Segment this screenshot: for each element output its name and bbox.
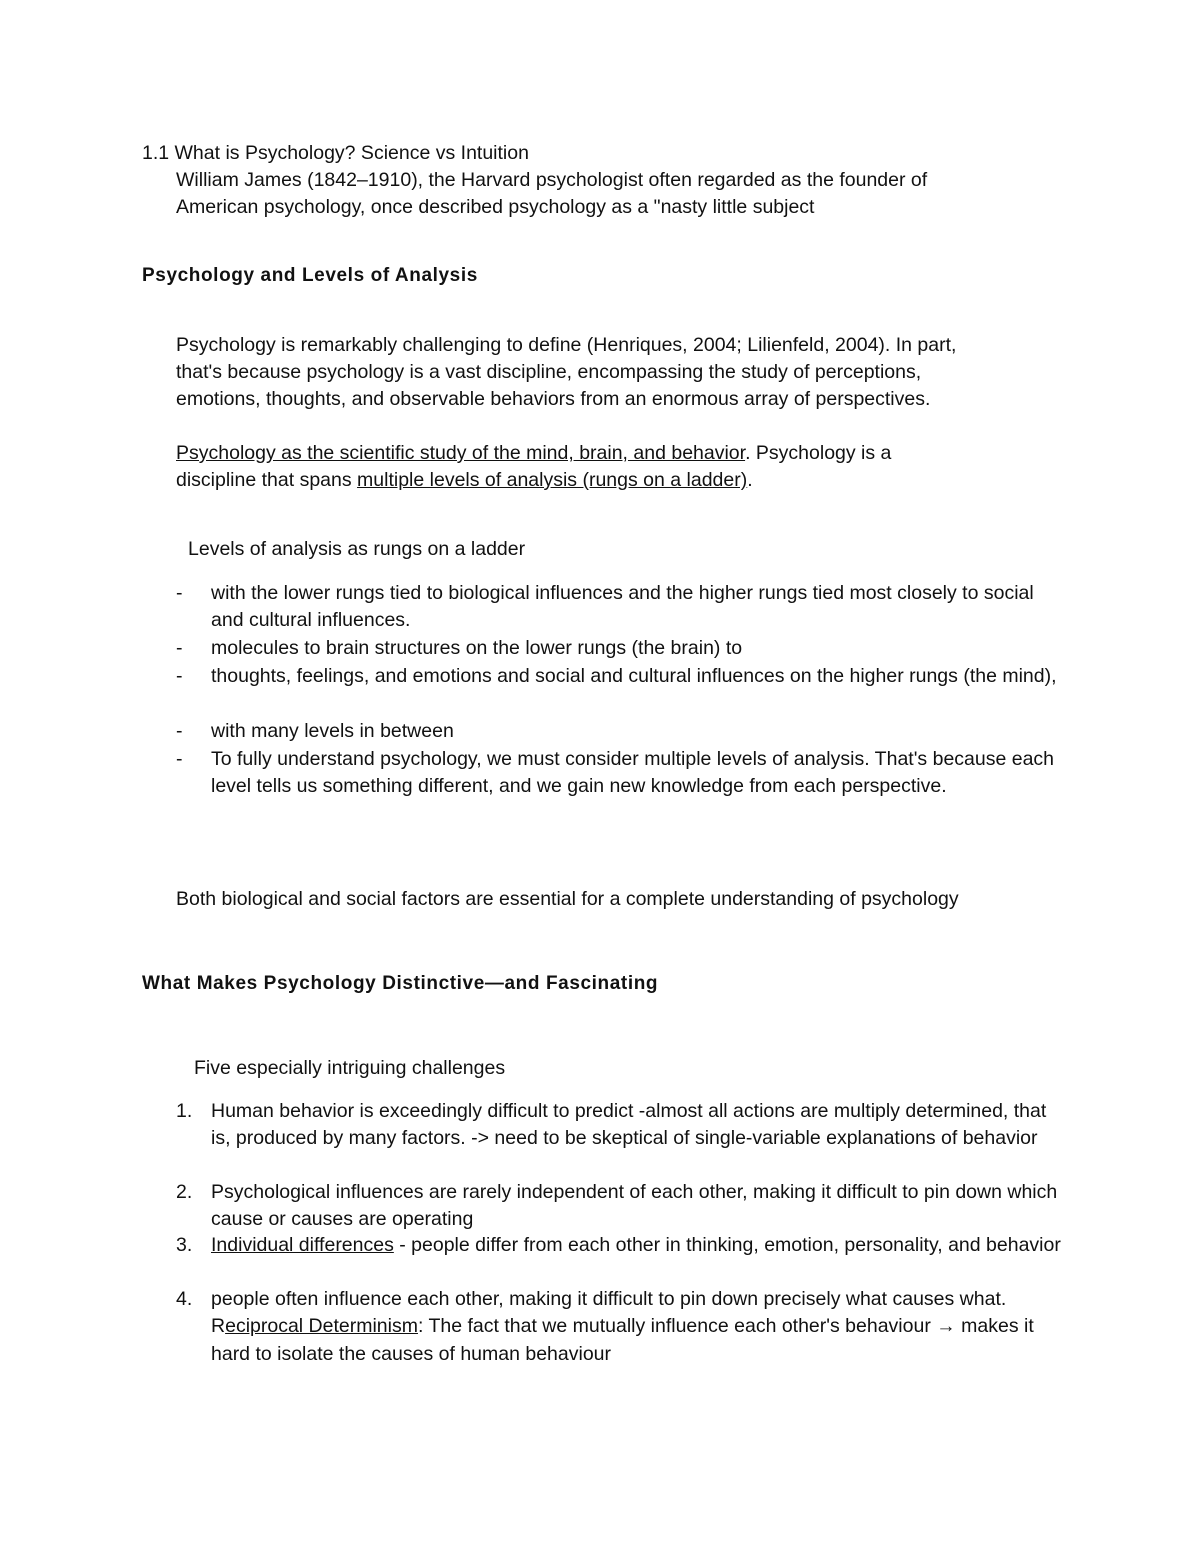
period: . xyxy=(747,469,753,491)
levels-para1-line3: emotions, thoughts, and observable behaviors from an enormous array of perspectives. xyxy=(176,388,931,410)
definition-rest: . Psychology is a xyxy=(745,442,892,464)
definition-underlined: Psychology as the scientific study of the mind, brain, and behavior xyxy=(176,442,746,464)
spans-text: discipline that spans xyxy=(176,469,358,491)
list-number: 2. xyxy=(176,1181,193,1203)
list-item: thoughts, feelings, and emotions and social and cultural influences on the higher rungs (the mind), xyxy=(211,665,1057,687)
section-title: 1.1 What is Psychology? Science vs Intuition xyxy=(142,142,529,164)
bullet-marker: - xyxy=(176,748,183,770)
quote-line-2: American psychology, once described psychology as a "nasty little subject xyxy=(176,196,815,218)
list-number: 1. xyxy=(176,1100,193,1122)
levels-para2-line1 xyxy=(176,440,891,467)
levels-underlined: multiple levels of analysis (rungs on a ladder) xyxy=(357,469,748,491)
list-item: Human behavior is exceedingly difficult to predict -almost all actions are multiply determined, that is, produced by many factors. -> need to be skeptical of single-variable explanations of behavior xyxy=(211,1100,1047,1150)
list-item xyxy=(211,1232,1061,1259)
list-item: with the lower rungs tied to biological influences and the higher rungs tied most closely to social and cultural influences. xyxy=(211,582,1034,632)
list-item: molecules to brain structures on the lower rungs (the brain) to xyxy=(211,637,743,659)
individual-differences-definition: - people differ from each other in thinking, emotion, personality, and behavior xyxy=(393,1234,1061,1256)
list-item xyxy=(211,1286,1061,1368)
bullet-marker: - xyxy=(176,637,183,659)
levels-heading: Psychology and Levels of Analysis xyxy=(142,265,478,286)
bullet-marker: - xyxy=(176,720,183,742)
item4-start: people often influence each other, making it difficult to pin down precisely what causes what. R xyxy=(211,1288,1007,1338)
list-number: 3. xyxy=(176,1234,193,1256)
item4-mid: : The fact that we mutually influence each other's behaviour xyxy=(417,1315,937,1338)
levels-para1-line2: that's because psychology is a vast discipline, encompassing the study of perceptions, xyxy=(176,361,922,383)
bullet-marker: - xyxy=(176,665,183,687)
list-item: Psychological influences are rarely independent of each other, making it difficult to pin down which cause or causes are operating xyxy=(211,1181,1058,1231)
conclusion: Both biological and social factors are essential for a complete understanding of psychology xyxy=(176,888,959,910)
item4-end: makes it hard to isolate the causes of human behaviour xyxy=(211,1315,1034,1365)
bullet-marker: - xyxy=(176,582,183,604)
levels-para2-line2 xyxy=(176,467,753,494)
challenges-intro: Five especially intriguing challenges xyxy=(194,1057,506,1079)
individual-differences-term: Individual differences xyxy=(211,1234,394,1256)
distinctive-heading: What Makes Psychology Distinctive—and Fascinating xyxy=(142,973,659,994)
list-number: 4. xyxy=(176,1288,193,1310)
ladder-intro: Levels of analysis as rungs on a ladder xyxy=(188,538,526,560)
quote-line-1: William James (1842–1910), the Harvard psychologist often regarded as the founder of xyxy=(176,169,928,191)
list-item: with many levels in between xyxy=(211,720,454,742)
list-item: To fully understand psychology, we must consider multiple levels of analysis. That's because each level tells us something different, and we gain new knowledge from each perspective. xyxy=(211,748,1055,798)
reciprocal-determinism-term: eciprocal Determinism xyxy=(225,1315,418,1338)
arrow-right-icon: → xyxy=(936,1315,956,1338)
levels-para1-line1: Psychology is remarkably challenging to define (Henriques, 2004; Lilienfeld, 2004). In part, xyxy=(176,334,957,356)
